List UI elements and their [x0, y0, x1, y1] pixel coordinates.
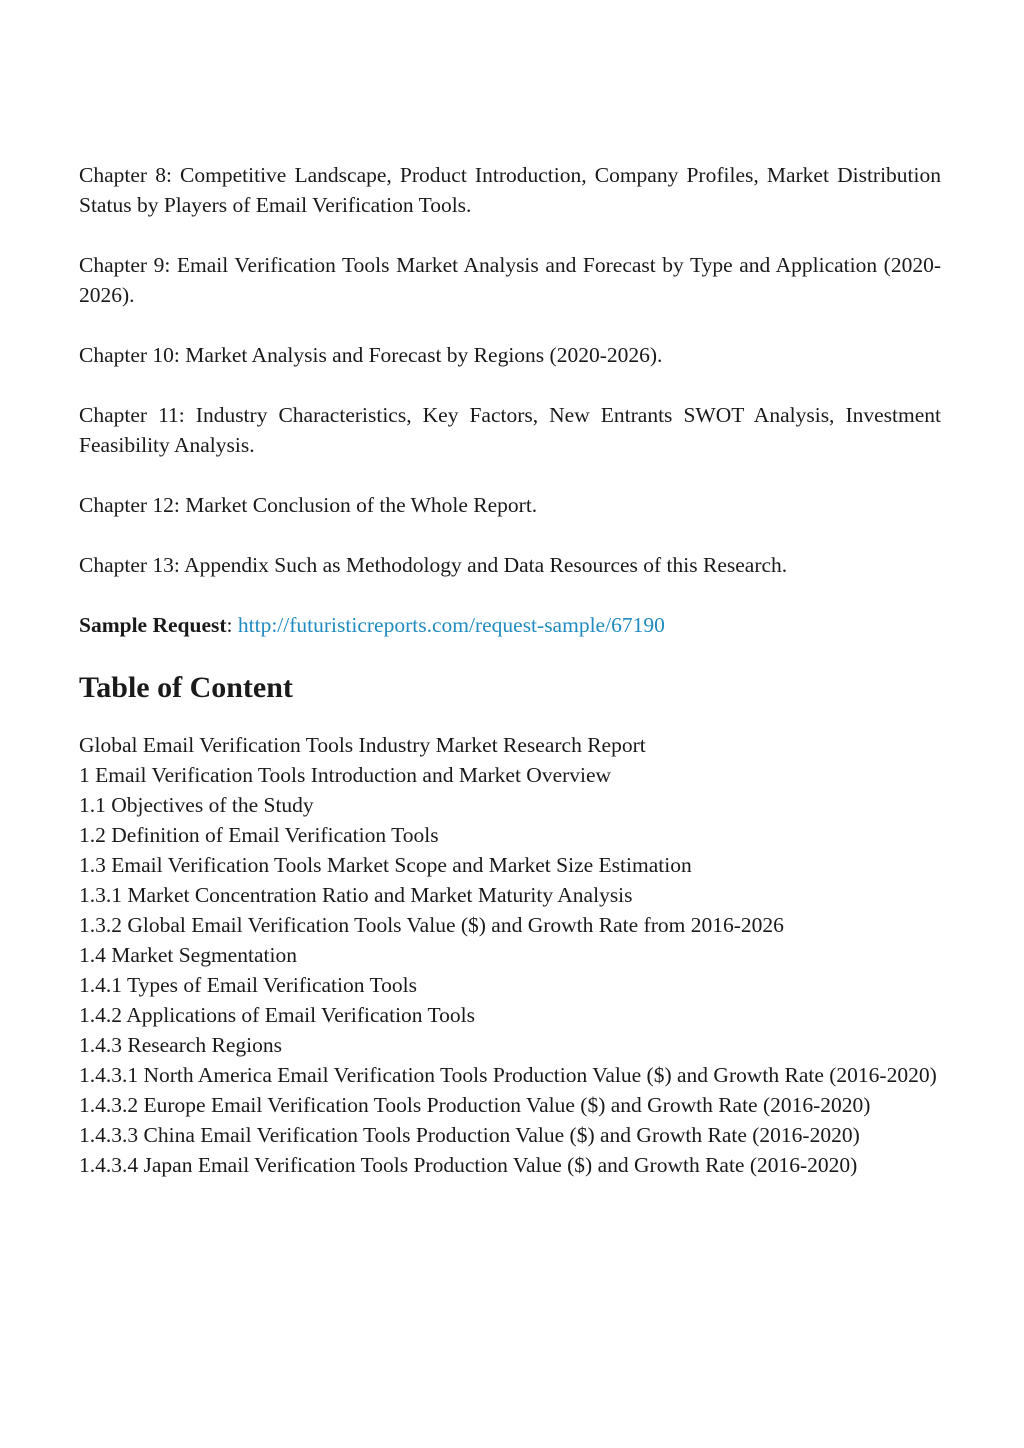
sample-request-line	[79, 610, 941, 640]
chapter-9-paragraph: Chapter 9: Email Verification Tools Market Analysis and Forecast by Type and Application (2020-2026).	[79, 253, 941, 307]
chapter-13-paragraph: Chapter 13: Appendix Such as Methodology and Data Resources of this Research.	[79, 553, 788, 577]
sample-request-separator: :	[226, 613, 238, 637]
sample-request-link[interactable]: http://futuristicreports.com/request-sample/67190	[237, 613, 665, 637]
toc-heading: Table of Content	[79, 671, 293, 704]
toc-item: 1.4.3.3 China Email Verification Tools Production Value ($) and Growth Rate (2016-2020)	[79, 1123, 860, 1147]
toc-item: 1.3 Email Verification Tools Market Scope and Market Size Estimation	[79, 853, 692, 877]
chapter-10-paragraph: Chapter 10: Market Analysis and Forecast by Regions (2020-2026).	[79, 343, 663, 367]
chapter-12-paragraph: Chapter 12: Market Conclusion of the Whole Report.	[79, 493, 538, 517]
toc-item: 1.3.1 Market Concentration Ratio and Market Maturity Analysis	[79, 883, 633, 907]
toc-list	[79, 730, 941, 1180]
toc-item: 1.4.1 Types of Email Verification Tools	[79, 973, 417, 997]
toc-item: 1.4.3 Research Regions	[79, 1033, 283, 1057]
toc-item: 1.4 Market Segmentation	[79, 943, 297, 967]
toc-item: 1.3.2 Global Email Verification Tools Value ($) and Growth Rate from 2016-2026	[79, 913, 784, 937]
toc-item: 1.1 Objectives of the Study	[79, 793, 314, 817]
chapter-11-paragraph: Chapter 11: Industry Characteristics, Key Factors, New Entrants SWOT Analysis, Investment Feasibility Analysis.	[79, 403, 941, 457]
toc-item: 1.4.3.2 Europe Email Verification Tools Production Value ($) and Growth Rate (2016-2020)	[79, 1093, 871, 1117]
document-page	[79, 160, 941, 1180]
toc-item: 1 Email Verification Tools Introduction and Market Overview	[79, 763, 612, 787]
sample-request-label: Sample Request	[79, 613, 227, 637]
chapter-8-paragraph: Chapter 8: Competitive Landscape, Product Introduction, Company Profiles, Market Distribution Status by Players of Email Verification Tools.	[79, 163, 941, 217]
toc-item: 1.4.3.4 Japan Email Verification Tools Production Value ($) and Growth Rate (2016-2020)	[79, 1153, 858, 1177]
toc-item: 1.2 Definition of Email Verification Tools	[79, 823, 439, 847]
toc-item: Global Email Verification Tools Industry Market Research Report	[79, 733, 646, 757]
toc-item: 1.4.3.1 North America Email Verification Tools Production Value ($) and Growth Rate (2016-2020)	[79, 1063, 937, 1087]
toc-item: 1.4.2 Applications of Email Verification Tools	[79, 1003, 475, 1027]
